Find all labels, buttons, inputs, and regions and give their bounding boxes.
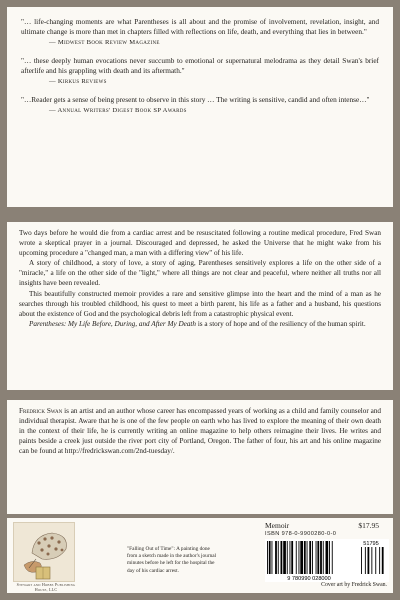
review-quote: "… these deeply human evocations never succumb to emotional or supernatural melodrama as they detail Swan's brief afterlife and his grappling with death and its aftermath." <box>21 56 379 75</box>
cover-painting-thumbnail <box>13 522 75 582</box>
review-source: — Midwest Book Review Magazine <box>49 39 160 46</box>
price-label: $17.95 <box>358 521 379 530</box>
author-bio-panel <box>7 400 393 514</box>
isbn-number: ISBN 978-0-9900280-0-0 <box>265 531 337 537</box>
reviews-panel <box>7 7 393 207</box>
review-quote: "…Reader gets a sense of being present to observe in this story … The writing is sensitive, candid and often intense…" <box>21 95 370 104</box>
painting-image <box>14 523 74 581</box>
isbn-text <box>265 531 387 537</box>
synopsis-panel <box>7 222 393 390</box>
publisher-name: Stewart and Hobbs Publishing House, LLC <box>16 582 76 592</box>
synopsis-closing-text: is a story of hope and of the resiliency of the human spirit. <box>196 319 366 328</box>
barcode-number: 9 780990 028000 <box>287 576 331 582</box>
review-source: — Kirkus Reviews <box>49 78 107 85</box>
painting-caption: "Falling Out of Time": A painting done from a sketch made in the author's journal minutes before he left for the hospital the day of his cardiac arrest. <box>127 546 217 574</box>
author-bio <box>19 406 381 456</box>
synopsis-paragraph-final <box>19 319 381 329</box>
synopsis-paragraph: This beautifully constructed memoir provides a rare and sensitive glimpse into the heart and the mind of a man as he searches through his troubled childhood, his quest to meet a birth parent, his life as a father and a husband, his questions about the existence of God and the psychological debris left from a catastrophic physical event. <box>19 289 381 318</box>
author-name: Fredrick Swan <box>19 407 63 415</box>
price-code: 51795 <box>363 541 379 547</box>
review-source: — Annual Writers' Digest Book SP Awards <box>49 107 187 114</box>
cover-art-credit: Cover art by Fredrick Swan. <box>321 582 387 588</box>
genre-label: Memoir <box>265 521 290 530</box>
synopsis-paragraph: Two days before he would die from a cardiac arrest and be resuscitated following a routine medical procedure, Fred Swan wrote a skeptical prayer in a journal. Discouraged and depressed, he asked the Universe that he might wake from his upcoming procedure a "changed man, a man with a differing view" of his life. <box>19 229 381 258</box>
author-bio-text: is an artist and an author whose career has encompassed years of working as a child and family counselor and individual therapist. Aware that he is one of the few people on earth who has lived to explore the meaning of their own death in the context of their life, he is currently writing an online magazine to help others reimagine their lives. He writes and paints beside a creek just outside the river port city of Portland, Oregon. The father of four, his art and his online magazine can be found at http://fredrickswan.com/2nd-tuesday/. <box>19 407 382 456</box>
book-title: Parentheses: My Life Before, During, and After My Death <box>29 319 197 328</box>
review-quote: "… life-changing moments are what Parentheses is all about and the promise of involvement, revelation, insight, and ultimate change is more than met in chapters filled with reflections on life, death, and everything that lies in between." <box>21 17 379 36</box>
bottom-panel <box>7 518 393 593</box>
barcode <box>265 539 389 582</box>
synopsis-paragraph: A story of childhood, a story of love, a story of aging, Parentheses sensitively explores a life on the other side of a "miracle," a life on the other side of the "light," where all things are not clear and peaceful, where neither all truths nor all insights have been revealed. <box>19 259 381 288</box>
